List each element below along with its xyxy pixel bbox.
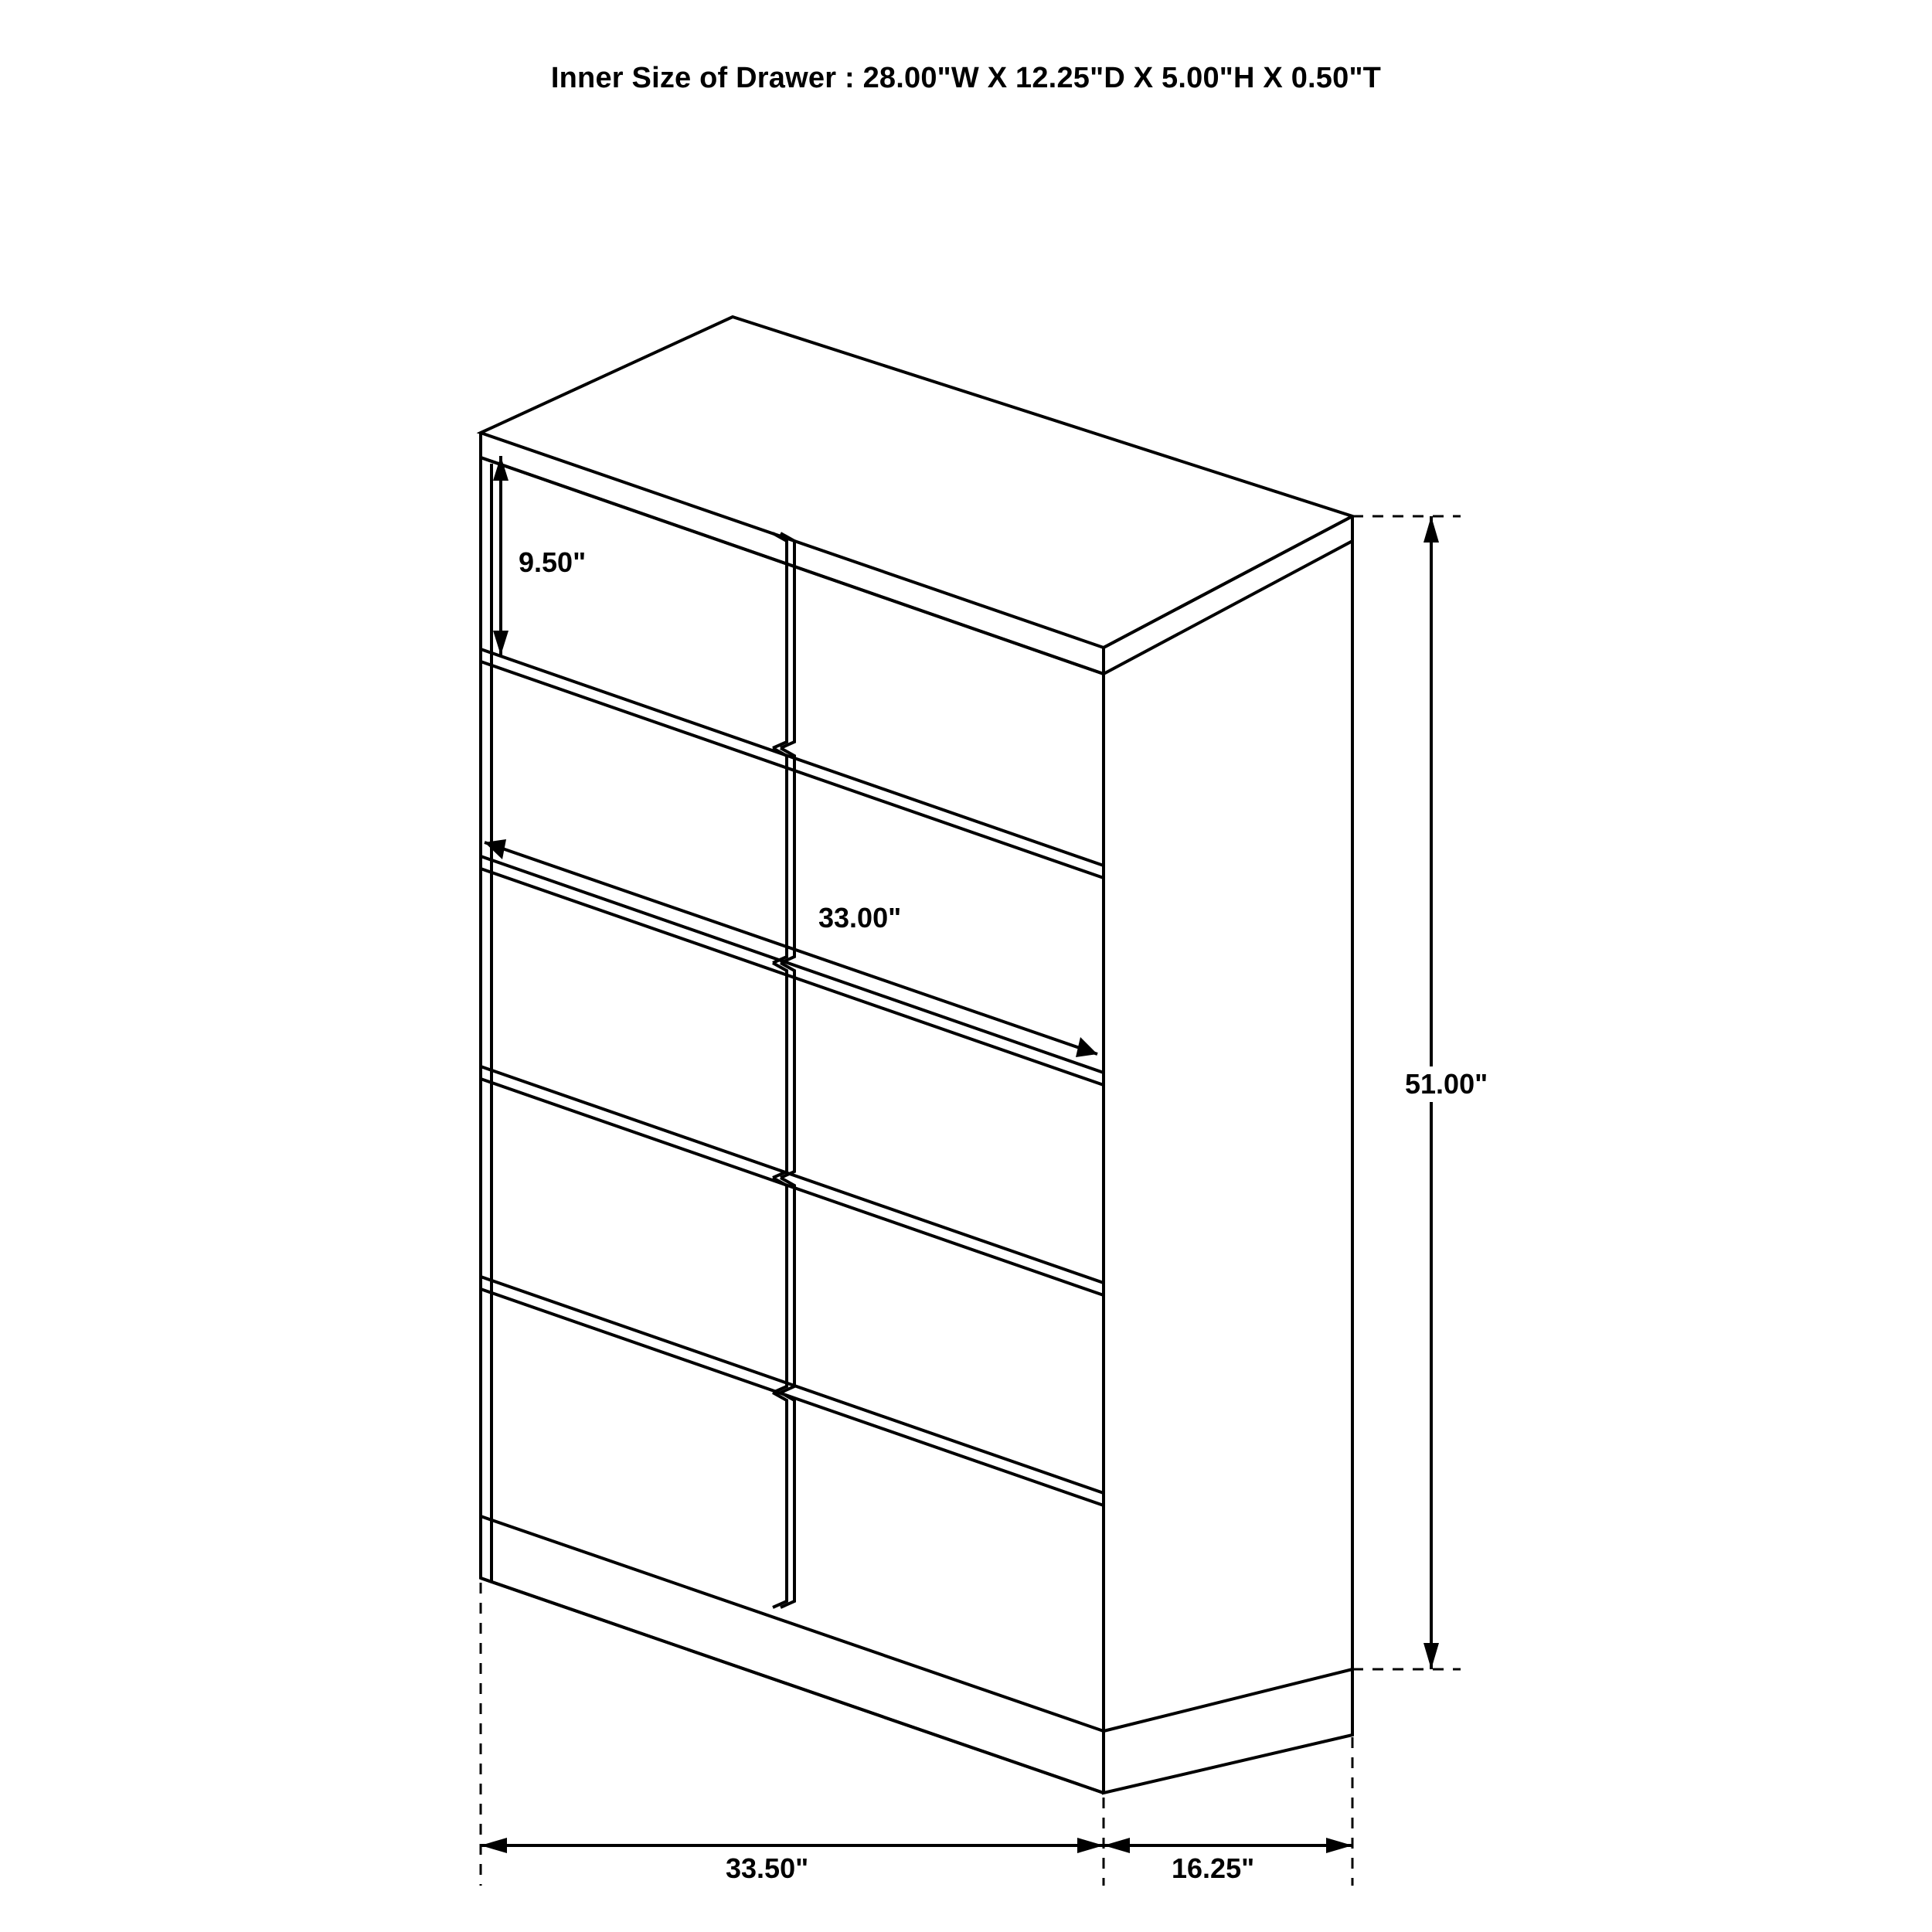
dimension-drawer-width [485,839,1097,1057]
dimension-label-drawer-height: 9.50" [514,545,590,580]
drawer-center-handle-groove [773,533,794,1607]
dimension-label-height: 51.00" [1400,1066,1492,1102]
dimension-label-width: 33.50" [721,1851,813,1886]
dimension-bottom-extensions [481,1583,1352,1886]
dimension-label-drawer-width: 33.00" [814,900,906,936]
drawer-front-seams [481,649,1104,1505]
dimension-drawer-height [493,456,509,655]
chest-front-face [481,457,1104,1793]
diagram-title: Inner Size of Drawer : 28.00"W X 12.25"D X 5.00"H X 0.50"T [550,62,1382,94]
chest-top-surface [481,317,1352,674]
dimension-label-depth: 16.25" [1167,1851,1259,1886]
chest-right-side-panel [1104,541,1352,1793]
